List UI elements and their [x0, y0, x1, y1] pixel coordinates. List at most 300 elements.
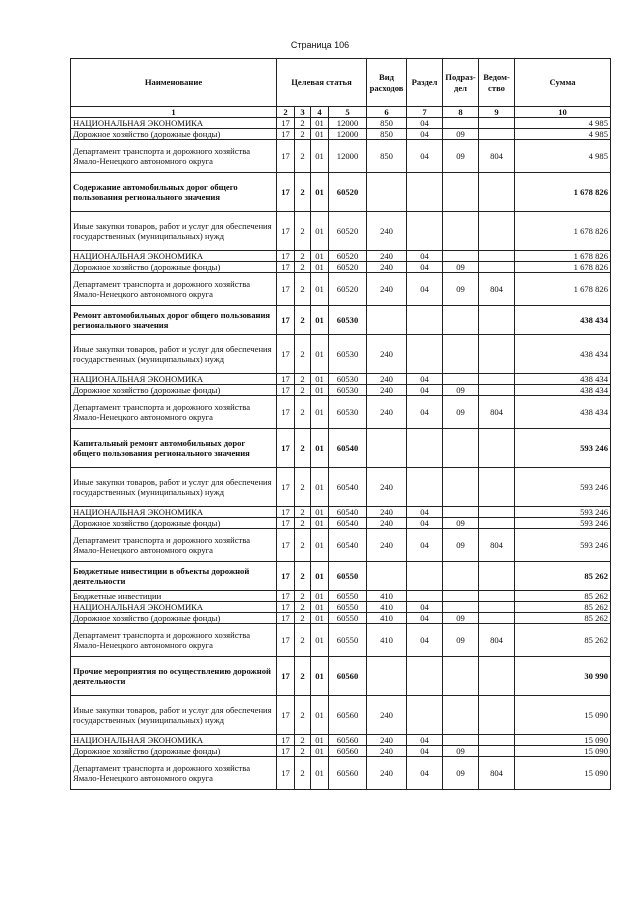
target-code-main-cell: 01 [311, 118, 329, 129]
sum-cell: 85 262 [515, 624, 611, 657]
table-row [71, 696, 611, 735]
target-code-subprogram-cell: 2 [295, 212, 311, 251]
column-number-row [71, 107, 611, 118]
subsection-cell: 09 [443, 140, 479, 173]
sum-cell: 438 434 [515, 306, 611, 335]
header-target-article: Целевая статья [277, 59, 367, 107]
row-name-cell: Капитальный ремонт автомобильных дорог общего пользования регионального значения [71, 429, 277, 468]
expense-type-cell [367, 429, 407, 468]
sum-cell: 1 678 826 [515, 251, 611, 262]
target-code-program-cell: 17 [277, 212, 295, 251]
department-cell [479, 507, 515, 518]
header-sum: Сумма [515, 59, 611, 107]
target-code-subprogram-cell: 2 [295, 262, 311, 273]
sum-cell: 85 262 [515, 562, 611, 591]
subsection-cell [443, 591, 479, 602]
sum-cell: 4 985 [515, 129, 611, 140]
table-row [71, 335, 611, 374]
table-row [71, 735, 611, 746]
sum-cell: 593 246 [515, 468, 611, 507]
target-code-main-cell: 01 [311, 602, 329, 613]
column-number: 10 [515, 107, 611, 118]
subsection-cell: 09 [443, 529, 479, 562]
sum-cell: 438 434 [515, 374, 611, 385]
table-row [71, 657, 611, 696]
target-code-direction-cell: 60530 [329, 374, 367, 385]
department-cell [479, 335, 515, 374]
target-code-subprogram-cell: 2 [295, 507, 311, 518]
target-code-program-cell: 17 [277, 735, 295, 746]
target-code-direction-cell: 60550 [329, 613, 367, 624]
target-code-main-cell: 01 [311, 385, 329, 396]
target-code-subprogram-cell: 2 [295, 273, 311, 306]
row-name-cell: Иные закупки товаров, работ и услуг для обеспечения государственных (муниципальных) нужд [71, 212, 277, 251]
section-cell: 04 [407, 396, 443, 429]
subsection-cell: 09 [443, 518, 479, 529]
sum-cell: 1 678 826 [515, 173, 611, 212]
department-cell [479, 385, 515, 396]
section-cell [407, 173, 443, 212]
subsection-cell: 09 [443, 613, 479, 624]
column-number: 9 [479, 107, 515, 118]
department-cell [479, 657, 515, 696]
target-code-subprogram-cell: 2 [295, 591, 311, 602]
section-cell [407, 468, 443, 507]
sum-cell: 438 434 [515, 396, 611, 429]
target-code-direction-cell: 60560 [329, 746, 367, 757]
sum-cell: 4 985 [515, 140, 611, 173]
column-number: 5 [329, 107, 367, 118]
target-code-direction-cell: 60530 [329, 306, 367, 335]
target-code-direction-cell: 60530 [329, 385, 367, 396]
target-code-direction-cell: 60530 [329, 396, 367, 429]
target-code-direction-cell: 60550 [329, 602, 367, 613]
target-code-direction-cell: 60550 [329, 591, 367, 602]
section-cell [407, 429, 443, 468]
target-code-program-cell: 17 [277, 468, 295, 507]
section-cell: 04 [407, 529, 443, 562]
expense-type-cell: 850 [367, 140, 407, 173]
target-code-subprogram-cell: 2 [295, 140, 311, 173]
column-number: 7 [407, 107, 443, 118]
section-cell: 04 [407, 262, 443, 273]
department-cell [479, 429, 515, 468]
expense-type-cell: 240 [367, 507, 407, 518]
sum-cell: 1 678 826 [515, 273, 611, 306]
row-name-cell: Департамент транспорта и дорожного хозяйства Ямало-Ненецкого автономного округа [71, 757, 277, 790]
target-code-subprogram-cell: 2 [295, 602, 311, 613]
subsection-cell [443, 657, 479, 696]
table-row [71, 396, 611, 429]
target-code-direction-cell: 60540 [329, 468, 367, 507]
table-row [71, 613, 611, 624]
target-code-subprogram-cell: 2 [295, 251, 311, 262]
row-name-cell: Дорожное хозяйство (дорожные фонды) [71, 613, 277, 624]
column-number: 4 [311, 107, 329, 118]
department-cell [479, 262, 515, 273]
sum-cell: 593 246 [515, 518, 611, 529]
row-name-cell: Иные закупки товаров, работ и услуг для обеспечения государственных (муниципальных) нужд [71, 696, 277, 735]
table-row [71, 468, 611, 507]
sum-cell: 85 262 [515, 591, 611, 602]
department-cell [479, 212, 515, 251]
target-code-direction-cell: 12000 [329, 118, 367, 129]
sum-cell: 593 246 [515, 429, 611, 468]
section-cell [407, 562, 443, 591]
target-code-main-cell: 01 [311, 273, 329, 306]
subsection-cell [443, 735, 479, 746]
target-code-main-cell: 01 [311, 657, 329, 696]
target-code-program-cell: 17 [277, 396, 295, 429]
row-name-cell: Дорожное хозяйство (дорожные фонды) [71, 746, 277, 757]
target-code-main-cell: 01 [311, 335, 329, 374]
row-name-cell: Ремонт автомобильных дорог общего пользования регионального значения [71, 306, 277, 335]
sum-cell: 15 090 [515, 746, 611, 757]
expense-type-cell: 240 [367, 746, 407, 757]
target-code-direction-cell: 60520 [329, 212, 367, 251]
target-code-program-cell: 17 [277, 262, 295, 273]
target-code-subprogram-cell: 2 [295, 385, 311, 396]
table-body [71, 118, 611, 790]
subsection-cell [443, 335, 479, 374]
subsection-cell [443, 251, 479, 262]
department-cell [479, 468, 515, 507]
target-code-main-cell: 01 [311, 562, 329, 591]
section-cell: 04 [407, 613, 443, 624]
expense-type-cell: 240 [367, 251, 407, 262]
target-code-direction-cell: 60560 [329, 696, 367, 735]
target-code-direction-cell: 60540 [329, 529, 367, 562]
target-code-program-cell: 17 [277, 251, 295, 262]
section-cell [407, 212, 443, 251]
target-code-subprogram-cell: 2 [295, 529, 311, 562]
section-cell: 04 [407, 273, 443, 306]
target-code-subprogram-cell: 2 [295, 757, 311, 790]
target-code-main-cell: 01 [311, 251, 329, 262]
subsection-cell [443, 429, 479, 468]
target-code-subprogram-cell: 2 [295, 657, 311, 696]
expense-type-cell: 850 [367, 118, 407, 129]
target-code-subprogram-cell: 2 [295, 735, 311, 746]
target-code-direction-cell: 60560 [329, 735, 367, 746]
expense-type-cell: 410 [367, 591, 407, 602]
row-name-cell: Дорожное хозяйство (дорожные фонды) [71, 262, 277, 273]
section-cell: 04 [407, 251, 443, 262]
header-expense-type: Вид расходов [367, 59, 407, 107]
department-cell [479, 562, 515, 591]
target-code-program-cell: 17 [277, 746, 295, 757]
department-cell [479, 591, 515, 602]
table-row [71, 173, 611, 212]
table-row [71, 562, 611, 591]
table-row [71, 262, 611, 273]
row-name-cell: Дорожное хозяйство (дорожные фонды) [71, 518, 277, 529]
target-code-main-cell: 01 [311, 129, 329, 140]
expense-type-cell: 410 [367, 602, 407, 613]
section-cell: 04 [407, 385, 443, 396]
row-name-cell: НАЦИОНАЛЬНАЯ ЭКОНОМИКА [71, 251, 277, 262]
target-code-direction-cell: 60560 [329, 657, 367, 696]
row-name-cell: Департамент транспорта и дорожного хозяйства Ямало-Ненецкого автономного округа [71, 396, 277, 429]
target-code-direction-cell: 60550 [329, 562, 367, 591]
subsection-cell [443, 212, 479, 251]
sum-cell: 15 090 [515, 696, 611, 735]
target-code-main-cell: 01 [311, 212, 329, 251]
department-cell: 804 [479, 396, 515, 429]
page-number-label: Страница 106 [290, 40, 350, 50]
row-name-cell: НАЦИОНАЛЬНАЯ ЭКОНОМИКА [71, 735, 277, 746]
expense-type-cell: 240 [367, 735, 407, 746]
header-name: Наименование [71, 59, 277, 107]
target-code-program-cell: 17 [277, 518, 295, 529]
target-code-direction-cell: 60560 [329, 757, 367, 790]
target-code-program-cell: 17 [277, 273, 295, 306]
department-cell [479, 613, 515, 624]
section-cell [407, 657, 443, 696]
subsection-cell: 09 [443, 624, 479, 657]
table-row [71, 306, 611, 335]
section-cell [407, 591, 443, 602]
target-code-main-cell: 01 [311, 140, 329, 173]
row-name-cell: Иные закупки товаров, работ и услуг для обеспечения государственных (муниципальных) нужд [71, 468, 277, 507]
department-cell: 804 [479, 624, 515, 657]
sum-cell: 85 262 [515, 613, 611, 624]
target-code-program-cell: 17 [277, 374, 295, 385]
expense-type-cell: 240 [367, 335, 407, 374]
expense-type-cell: 240 [367, 696, 407, 735]
section-cell: 04 [407, 118, 443, 129]
target-code-program-cell: 17 [277, 529, 295, 562]
sum-cell: 1 678 826 [515, 262, 611, 273]
subsection-cell [443, 696, 479, 735]
row-name-cell: Прочие мероприятия по осуществлению дорожной деятельности [71, 657, 277, 696]
row-name-cell: Департамент транспорта и дорожного хозяйства Ямало-Ненецкого автономного округа [71, 140, 277, 173]
expense-type-cell: 240 [367, 396, 407, 429]
subsection-cell [443, 374, 479, 385]
table-row [71, 374, 611, 385]
target-code-subprogram-cell: 2 [295, 335, 311, 374]
expense-type-cell [367, 657, 407, 696]
target-code-subprogram-cell: 2 [295, 429, 311, 468]
column-number: 1 [71, 107, 277, 118]
subsection-cell: 09 [443, 129, 479, 140]
subsection-cell: 09 [443, 385, 479, 396]
sum-cell: 438 434 [515, 385, 611, 396]
expense-type-cell [367, 173, 407, 212]
department-cell [479, 129, 515, 140]
target-code-main-cell: 01 [311, 468, 329, 507]
sum-cell: 593 246 [515, 529, 611, 562]
target-code-main-cell: 01 [311, 696, 329, 735]
target-code-direction-cell: 60550 [329, 624, 367, 657]
row-name-cell: НАЦИОНАЛЬНАЯ ЭКОНОМИКА [71, 374, 277, 385]
row-name-cell: Бюджетные инвестиции [71, 591, 277, 602]
section-cell: 04 [407, 140, 443, 173]
target-code-main-cell: 01 [311, 624, 329, 657]
target-code-subprogram-cell: 2 [295, 518, 311, 529]
target-code-subprogram-cell: 2 [295, 129, 311, 140]
table-row [71, 757, 611, 790]
target-code-main-cell: 01 [311, 262, 329, 273]
target-code-program-cell: 17 [277, 696, 295, 735]
expense-type-cell: 240 [367, 757, 407, 790]
row-name-cell: Дорожное хозяйство (дорожные фонды) [71, 129, 277, 140]
section-cell [407, 696, 443, 735]
target-code-subprogram-cell: 2 [295, 306, 311, 335]
target-code-direction-cell: 12000 [329, 129, 367, 140]
expense-type-cell: 240 [367, 273, 407, 306]
sum-cell: 15 090 [515, 735, 611, 746]
row-name-cell: Иные закупки товаров, работ и услуг для обеспечения государственных (муниципальных) нужд [71, 335, 277, 374]
target-code-program-cell: 17 [277, 429, 295, 468]
target-code-subprogram-cell: 2 [295, 396, 311, 429]
row-name-cell: Содержание автомобильных дорог общего пользования регионального значения [71, 173, 277, 212]
header-section: Раздел [407, 59, 443, 107]
target-code-main-cell: 01 [311, 735, 329, 746]
expense-type-cell: 240 [367, 262, 407, 273]
row-name-cell: НАЦИОНАЛЬНАЯ ЭКОНОМИКА [71, 602, 277, 613]
target-code-program-cell: 17 [277, 385, 295, 396]
target-code-program-cell: 17 [277, 335, 295, 374]
target-code-subprogram-cell: 2 [295, 562, 311, 591]
section-cell: 04 [407, 735, 443, 746]
department-cell [479, 374, 515, 385]
target-code-subprogram-cell: 2 [295, 624, 311, 657]
department-cell: 804 [479, 140, 515, 173]
target-code-direction-cell: 60530 [329, 335, 367, 374]
sum-cell: 1 678 826 [515, 212, 611, 251]
row-name-cell: НАЦИОНАЛЬНАЯ ЭКОНОМИКА [71, 118, 277, 129]
expense-type-cell: 410 [367, 613, 407, 624]
target-code-direction-cell: 60540 [329, 507, 367, 518]
department-cell [479, 518, 515, 529]
department-cell [479, 306, 515, 335]
subsection-cell [443, 306, 479, 335]
table-row [71, 273, 611, 306]
expense-type-cell: 850 [367, 129, 407, 140]
department-cell [479, 173, 515, 212]
target-code-subprogram-cell: 2 [295, 613, 311, 624]
expense-type-cell: 240 [367, 518, 407, 529]
section-cell: 04 [407, 374, 443, 385]
target-code-main-cell: 01 [311, 518, 329, 529]
subsection-cell [443, 173, 479, 212]
row-name-cell: НАЦИОНАЛЬНАЯ ЭКОНОМИКА [71, 507, 277, 518]
subsection-cell: 09 [443, 262, 479, 273]
section-cell: 04 [407, 518, 443, 529]
target-code-program-cell: 17 [277, 657, 295, 696]
table-row [71, 129, 611, 140]
target-code-program-cell: 17 [277, 602, 295, 613]
subsection-cell: 09 [443, 273, 479, 306]
target-code-program-cell: 17 [277, 591, 295, 602]
section-cell: 04 [407, 507, 443, 518]
section-cell: 04 [407, 602, 443, 613]
target-code-subprogram-cell: 2 [295, 696, 311, 735]
target-code-program-cell: 17 [277, 613, 295, 624]
table-row [71, 212, 611, 251]
sum-cell: 85 262 [515, 602, 611, 613]
target-code-main-cell: 01 [311, 529, 329, 562]
target-code-program-cell: 17 [277, 129, 295, 140]
department-cell [479, 118, 515, 129]
target-code-main-cell: 01 [311, 507, 329, 518]
department-cell [479, 251, 515, 262]
target-code-direction-cell: 12000 [329, 140, 367, 173]
target-code-direction-cell: 60520 [329, 173, 367, 212]
subsection-cell [443, 562, 479, 591]
section-cell: 04 [407, 746, 443, 757]
target-code-main-cell: 01 [311, 173, 329, 212]
expense-type-cell: 240 [367, 529, 407, 562]
target-code-program-cell: 17 [277, 757, 295, 790]
header-row [71, 59, 611, 107]
target-code-main-cell: 01 [311, 396, 329, 429]
column-number: 8 [443, 107, 479, 118]
target-code-program-cell: 17 [277, 140, 295, 173]
target-code-subprogram-cell: 2 [295, 173, 311, 212]
target-code-direction-cell: 60540 [329, 429, 367, 468]
target-code-main-cell: 01 [311, 757, 329, 790]
target-code-subprogram-cell: 2 [295, 118, 311, 129]
column-number: 3 [295, 107, 311, 118]
table-row [71, 624, 611, 657]
department-cell [479, 735, 515, 746]
subsection-cell [443, 118, 479, 129]
sum-cell: 4 985 [515, 118, 611, 129]
department-cell [479, 746, 515, 757]
sum-cell: 593 246 [515, 507, 611, 518]
subsection-cell: 09 [443, 746, 479, 757]
department-cell [479, 602, 515, 613]
table-row [71, 518, 611, 529]
table-row [71, 140, 611, 173]
expense-type-cell: 240 [367, 468, 407, 507]
target-code-main-cell: 01 [311, 613, 329, 624]
table-row [71, 251, 611, 262]
section-cell: 04 [407, 757, 443, 790]
target-code-program-cell: 17 [277, 562, 295, 591]
row-name-cell: Департамент транспорта и дорожного хозяйства Ямало-Ненецкого автономного округа [71, 529, 277, 562]
expense-type-cell: 240 [367, 212, 407, 251]
target-code-main-cell: 01 [311, 591, 329, 602]
expense-type-cell [367, 306, 407, 335]
table-row [71, 385, 611, 396]
table-row [71, 602, 611, 613]
target-code-main-cell: 01 [311, 429, 329, 468]
row-name-cell: Дорожное хозяйство (дорожные фонды) [71, 385, 277, 396]
header-department: Ведом-ство [479, 59, 515, 107]
subsection-cell [443, 602, 479, 613]
row-name-cell: Бюджетные инвестиции в объекты дорожной деятельности [71, 562, 277, 591]
target-code-subprogram-cell: 2 [295, 374, 311, 385]
column-number: 2 [277, 107, 295, 118]
target-code-program-cell: 17 [277, 624, 295, 657]
target-code-program-cell: 17 [277, 118, 295, 129]
department-cell [479, 696, 515, 735]
table-row [71, 529, 611, 562]
target-code-program-cell: 17 [277, 306, 295, 335]
table-row [71, 591, 611, 602]
row-name-cell: Департамент транспорта и дорожного хозяйства Ямало-Ненецкого автономного округа [71, 273, 277, 306]
table-row [71, 746, 611, 757]
target-code-subprogram-cell: 2 [295, 468, 311, 507]
target-code-main-cell: 01 [311, 374, 329, 385]
target-code-program-cell: 17 [277, 507, 295, 518]
expense-type-cell: 410 [367, 624, 407, 657]
department-cell: 804 [479, 529, 515, 562]
table-row [71, 507, 611, 518]
